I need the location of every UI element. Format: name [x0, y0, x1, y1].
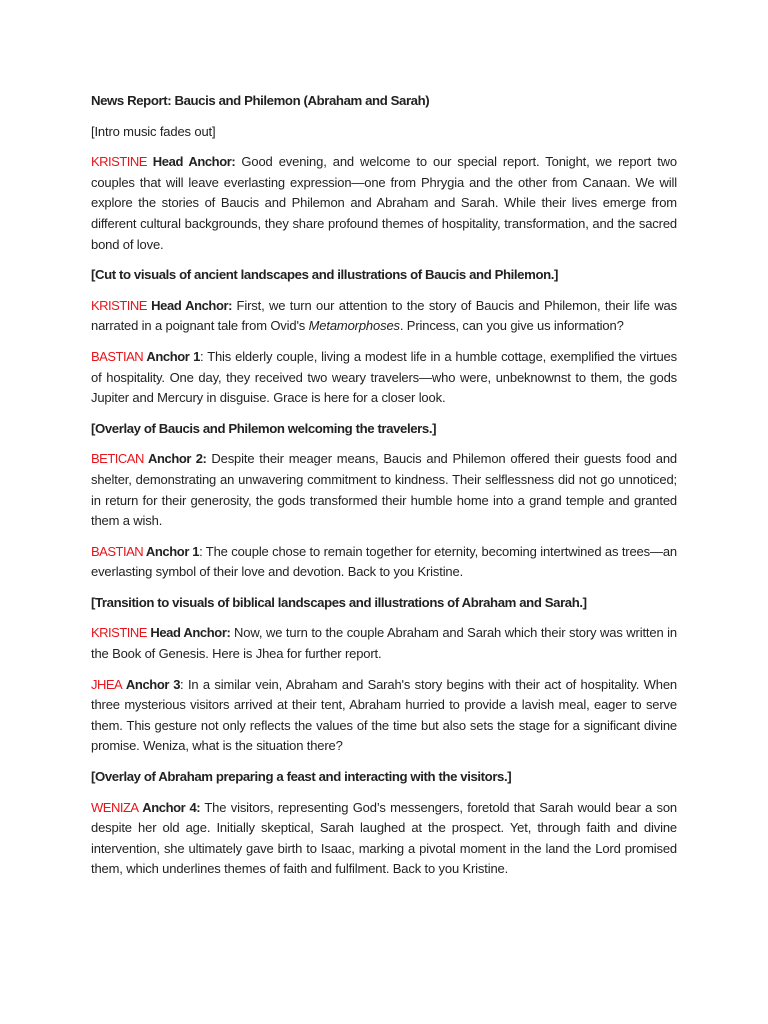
speaker-name: KRISTINE — [91, 625, 147, 641]
dialogue-text: First, we turn our attention to the story of Baucis and Philemon, their life was narrated in a poignant tale from Ovid's — [91, 297, 677, 334]
speaker-name: BETICAN — [91, 451, 144, 467]
dialogue-paragraph — [91, 542, 677, 583]
stage-direction: [Overlay of Abraham preparing a feast and interacting with the visitors.] — [91, 769, 512, 785]
dialogue-paragraph — [91, 347, 677, 409]
dialogue-text: Good evening, and welcome to our special report. Tonight, we report two couples that will leave everlasting expression—one from Phrygia and the other from Canaan. We will explore the stories of Baucis and Philemon and Abraham and Sarah. While their lives emerge from different cultural backgrounds, they share profound themes of hospitality, transformation, and the sacred bond of love. — [91, 154, 677, 252]
speaker-role: Head Anchor: — [146, 625, 231, 641]
dialogue-text: Now, we turn to the couple Abraham and Sarah which their story was written in the Book of Genesis. Here is Jhea for further report. — [91, 625, 677, 662]
dialogue-text: The visitors, representing God’s messengers, foretold that Sarah would bear a son despite her old age. Initially skeptical, Sarah laughed at the prospect. Yet, through faith and divine intervention, she ultimately gave birth to Isaac, marking a pivotal moment in the land the Lord promised them, which underlines themes of faith and fulfilment. Back to you Kristine. — [91, 799, 677, 877]
stage-direction: [Overlay of Baucis and Philemon welcoming the travelers.] — [91, 420, 437, 436]
dialogue-paragraph — [91, 675, 677, 757]
dialogue-paragraph — [91, 798, 677, 880]
speaker-role: Head Anchor: — [146, 154, 236, 170]
stage-direction: [Cut to visuals of ancient landscapes and illustrations of Baucis and Philemon.] — [91, 267, 559, 283]
speaker-name: KRISTINE — [91, 297, 147, 313]
dialogue-paragraph — [91, 296, 677, 337]
dialogue-paragraph — [91, 449, 677, 531]
dialogue-text: . Princess, can you give us information? — [399, 318, 624, 334]
speaker-name: JHEA — [91, 676, 123, 692]
speaker-name: BASTIAN — [91, 348, 144, 364]
speaker-role: Anchor 2: — [143, 451, 207, 467]
dialogue-text: Despite their meager means, Baucis and Philemon offered their guests food and shelter, demonstrating an unwavering commitment to kindness. Their selflessness did not go unnoticed; in return for their generosity, the gods transformed their humble home into a grand temple and granted them a wish. — [91, 451, 677, 529]
dialogue-text: : The couple chose to remain together for eternity, becoming intertwined as trees—an everlasting symbol of their love and devotion. Back to you Kristine. — [91, 543, 677, 580]
dialogue-paragraph — [91, 152, 677, 255]
speaker-name: BASTIAN — [91, 543, 144, 559]
speaker-role: Anchor 4: — [138, 799, 201, 815]
book-title: Metamorphoses — [308, 318, 400, 334]
dialogue-text: : In a similar vein, Abraham and Sarah's story begins with their act of hospitality. When three mysterious visitors arrived at their tent, Abraham hurried to provide a lavish meal, eager to serve them. This gesture not only reflects the values of the time but also sets the stage for a significant divine promise. Weniza, what is the situation there? — [91, 676, 677, 754]
speaker-role: Anchor 1 — [143, 348, 200, 364]
dialogue-text: : This elderly couple, living a modest life in a humble cottage, exemplified the virtues of hospitality. One day, they received two weary travelers—who were, unbeknownst to them, the gods Jupiter and Mercury in disguise. Grace is here for a closer look. — [91, 348, 677, 406]
document-page — [91, 91, 677, 890]
document-title: News Report: Baucis and Philemon (Abraham and Sarah) — [91, 93, 430, 108]
stage-direction: [Intro music fades out] — [91, 123, 216, 139]
speaker-name: WENIZA — [91, 799, 139, 815]
speaker-role: Anchor 3 — [122, 676, 181, 692]
speaker-role: Head Anchor: — [146, 297, 233, 313]
speaker-role: Anchor 1 — [143, 543, 200, 559]
dialogue-paragraph — [91, 623, 677, 664]
speaker-name: KRISTINE — [91, 154, 147, 170]
stage-direction: [Transition to visuals of biblical landscapes and illustrations of Abraham and Sarah.] — [91, 594, 587, 610]
